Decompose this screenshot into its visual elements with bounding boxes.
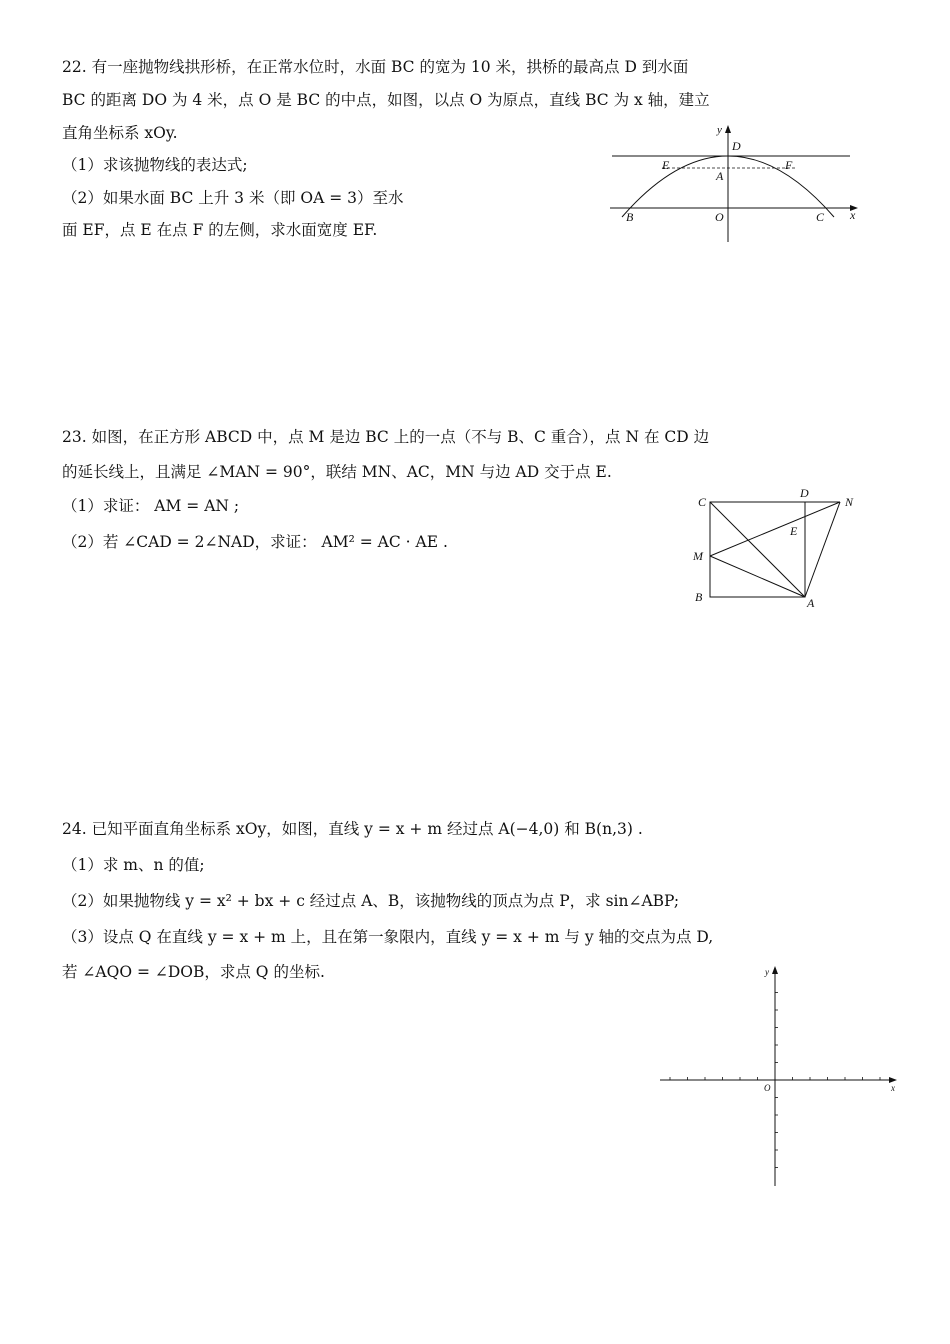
p22-label-f: F [785, 158, 793, 172]
p24-y-arrow [772, 966, 778, 974]
p23-diagonal-ac [710, 502, 805, 597]
p23-segment-an [805, 502, 840, 597]
p22-label-a: A [716, 169, 724, 183]
p23-label-b: B [695, 590, 703, 604]
p24-label-o: O [764, 1083, 771, 1093]
p22-label-o: O [715, 210, 724, 224]
p22-bridge-figure [600, 122, 870, 247]
p22-line-2: BC 的距离 DO 为 4 米，点 O 是 BC 的中点，如图，以点 O 为原点，直线 BC 为 x 轴，建立 [62, 91, 710, 109]
p22-question-1: （1）求该抛物线的表达式; [62, 156, 248, 174]
p24-label-x: x [891, 1083, 895, 1093]
p23-label-a: A [807, 596, 815, 610]
p23-line-2: 的延长线上，且满足 ∠MAN = 90°，联结 MN、AC，MN 与边 AD 交于点 E. [62, 463, 612, 481]
p24-axes [660, 966, 897, 1186]
p23-label-c: C [698, 495, 707, 509]
p22-label-y: y [717, 124, 722, 136]
p22-label-x: x [850, 208, 856, 222]
p24-question-3: （3）设点 Q 在直线 y = x + m 上，且在第一象限内，直线 y = x + m 与 y 轴的交点为点 D, [62, 928, 714, 946]
p23-label-d: D [800, 486, 809, 500]
p24-question-3-cont: 若 ∠AQO = ∠DOB，求点 Q 的坐标. [62, 963, 325, 981]
p22-label-d: D [732, 139, 741, 153]
p24-label-y: y [765, 967, 769, 977]
p23-label-e: E [790, 524, 798, 538]
p22-label-b: B [626, 210, 634, 224]
p23-segment-mn [710, 502, 840, 556]
p22-label-c: C [816, 210, 825, 224]
p23-square-figure [690, 485, 865, 615]
p24-line-1: 24. 已知平面直角坐标系 xOy，如图，直线 y = x + m 经过点 A(−4,0) 和 B(n,3) . [62, 820, 643, 838]
p23-label-n: N [845, 495, 854, 509]
p22-line-3: 直角坐标系 xOy. [62, 124, 178, 142]
p22-question-2: （2）如果水面 BC 上升 3 米（即 OA = 3）至水 [62, 189, 404, 207]
p24-question-1: （1）求 m、n 的值; [62, 856, 205, 874]
p24-coordinate-plane [655, 962, 905, 1190]
p23-question-1: （1）求证： AM = AN ; [62, 497, 240, 515]
p23-label-m: M [693, 549, 703, 563]
p23-question-2: （2）若 ∠CAD = 2∠NAD，求证： AM² = AC · AE . [62, 533, 448, 551]
p24-question-2: （2）如果抛物线 y = x² + bx + c 经过点 A、B，该抛物线的顶点为点 P，求 sin∠ABP; [62, 892, 680, 910]
p22-line-1: 22. 有一座抛物线拱形桥，在正常水位时，水面 BC 的宽为 10 米，拱桥的最高点 D 到水面 [62, 58, 689, 76]
p22-question-2-cont: 面 EF，点 E 在点 F 的左侧，求水面宽度 EF. [62, 221, 378, 239]
p23-segment-am [710, 556, 805, 597]
p22-y-arrow [725, 125, 731, 133]
p23-line-1: 23. 如图，在正方形 ABCD 中，点 M 是边 BC 上的一点（不与 B、C 重合），点 N 在 CD 边 [62, 428, 710, 446]
p22-label-e: E [662, 158, 670, 172]
